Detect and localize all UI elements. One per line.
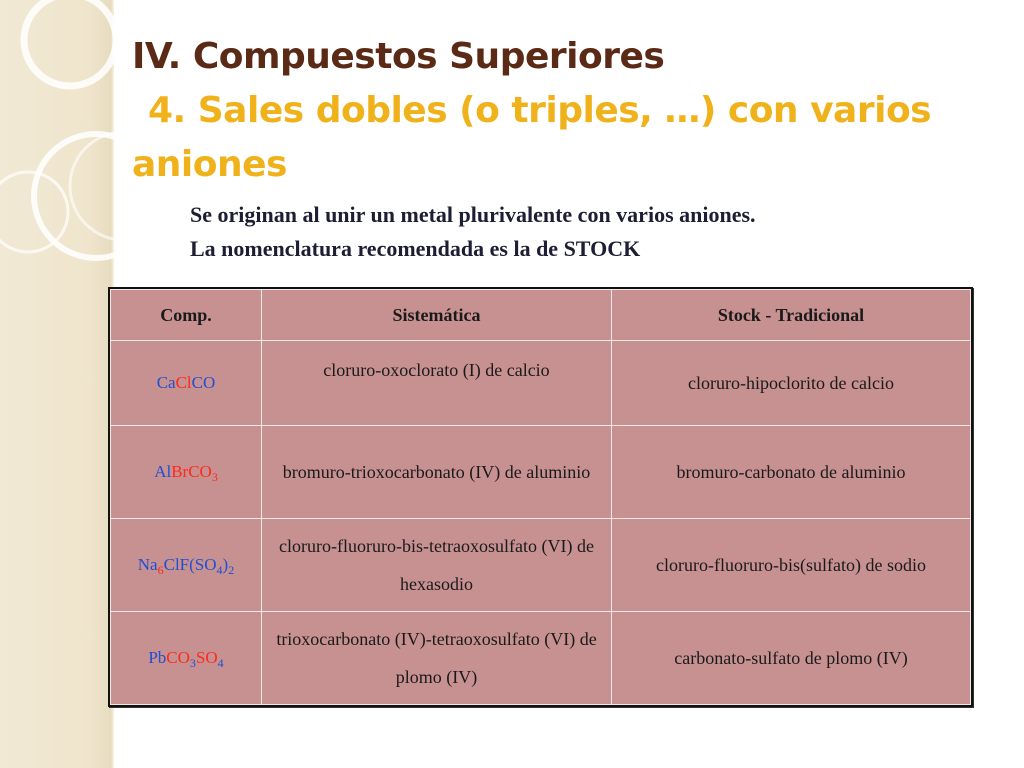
header-comp: Comp. <box>111 290 262 341</box>
stock-cell: cloruro-fluoruro-bis(sulfato) de sodio <box>612 519 971 612</box>
slide-subtitle-line2: aniones <box>132 144 287 185</box>
sistematica-cell: trioxocarbonato (IV)-tetraoxosulfato (VI) de plomo (IV) <box>262 612 612 705</box>
intro-text-line1: Se originan al unir un metal plurivalente con varios aniones. <box>190 202 756 227</box>
header-sistematica: Sistemática <box>262 290 612 341</box>
table-row <box>111 341 971 426</box>
formula-part: ) <box>222 555 229 574</box>
stock-cell: carbonato-sulfato de plomo (IV) <box>612 612 971 705</box>
formula-subscript: 4 <box>216 563 223 577</box>
table-row <box>111 426 971 519</box>
formula-part: Na <box>137 555 158 574</box>
sistematica-cell: cloruro-oxoclorato (I) de calcio <box>262 341 612 426</box>
decorative-circles <box>0 0 130 300</box>
formula-part: Cl <box>175 373 192 392</box>
formula-subscript: 4 <box>217 656 224 670</box>
formula-part: Pb <box>148 648 167 667</box>
header-stock: Stock - Tradicional <box>612 290 971 341</box>
formula-part: CO <box>166 648 190 667</box>
formula-subscript: 2 <box>228 563 235 577</box>
compounds-table-frame <box>108 287 973 707</box>
formula-subscript: 3 <box>211 470 218 484</box>
table-row <box>111 519 971 612</box>
stock-cell: cloruro-hipoclorito de calcio <box>612 341 971 426</box>
formula-subscript: 3 <box>189 656 196 670</box>
formula-part: Al <box>154 462 172 481</box>
formula-cell <box>111 519 262 612</box>
formula-part: Ca <box>156 373 176 392</box>
slide-title: IV. Compuestos Superiores <box>132 36 665 77</box>
formula-subscript: 6 <box>157 563 164 577</box>
table-row <box>111 612 971 705</box>
compounds-table <box>110 289 971 705</box>
formula-cell <box>111 341 262 426</box>
table-header-row <box>111 290 971 341</box>
stock-cell: bromuro-carbonato de aluminio <box>612 426 971 519</box>
slide-subtitle-line1: 4. Sales dobles (o triples, …) con varios <box>148 90 932 131</box>
formula-part: BrCO <box>171 462 212 481</box>
formula-cell <box>111 612 262 705</box>
formula-part: ClF(SO <box>163 555 217 574</box>
formula-cell <box>111 426 262 519</box>
sistematica-cell: cloruro-fluoruro-bis-tetraoxosulfato (VI) de hexasodio <box>262 519 612 612</box>
sistematica-cell: bromuro-trioxocarbonato (IV) de aluminio <box>262 426 612 519</box>
formula-part: SO <box>195 648 218 667</box>
intro-text-line2: La nomenclatura recomendada es la de STOCK <box>190 236 641 261</box>
formula-part: CO <box>191 373 216 392</box>
